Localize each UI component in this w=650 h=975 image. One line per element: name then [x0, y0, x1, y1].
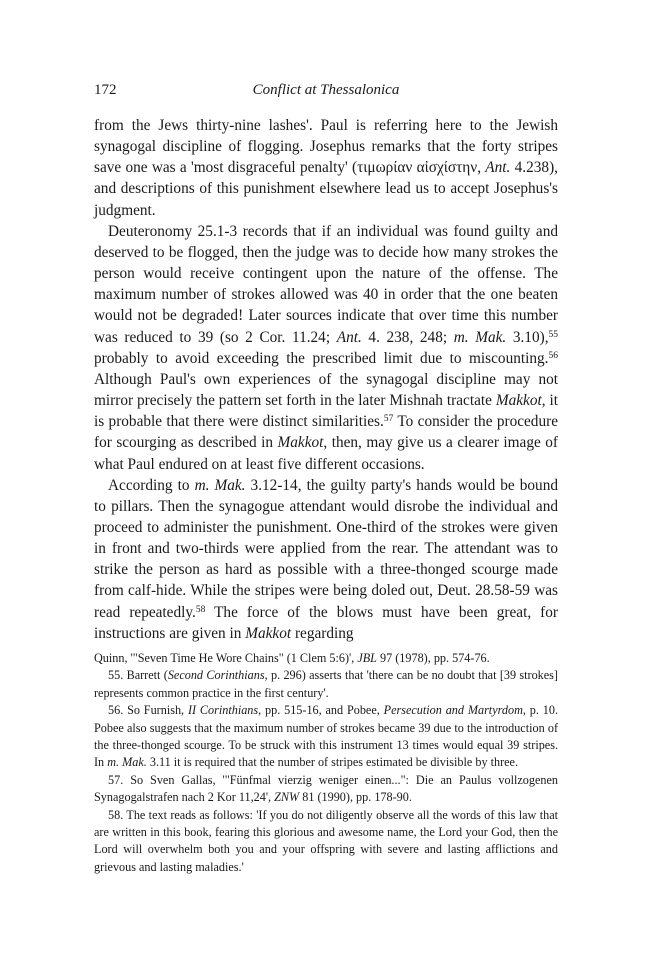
- footnote-ref-55: 55: [548, 329, 559, 340]
- work-title: Ant.: [485, 159, 511, 177]
- page-number: 172: [94, 82, 117, 98]
- journal-title: ZNW: [274, 790, 300, 805]
- paragraph-1: from the Jews thirty-nine lashes'. Paul is referring here to the Jewish synagogal discipline of flogging. Josephus remarks that the forty stripes save one was a 'most disgraceful penalty' (τιμωρίαν αἰσχίστην, Ant. 4.238), and descriptions of this punishment elsewhere lead us to accept Josephus's judgment.: [94, 117, 558, 219]
- work-title: Ant.: [336, 328, 362, 346]
- journal-title: JBL: [357, 651, 377, 665]
- work-title: m. Mak.: [107, 755, 147, 770]
- footnote-ref-58: 58: [195, 604, 206, 615]
- work-title: Makkot: [245, 624, 292, 642]
- footnote-55: 55. Barrett (Second Corinthians, p. 296) asserts that 'there can be no doubt that [39 strokes] represents common practice in the first century'.: [94, 668, 558, 700]
- footnotes: [94, 650, 558, 876]
- work-title: Makkot: [495, 392, 542, 410]
- work-title: m. Mak.: [453, 328, 507, 346]
- footnote-ref-57: 57: [383, 414, 394, 425]
- paragraph-3: According to m. Mak. 3.12-14, the guilty party's hands would be bound to pillars. Then the synagogue attendant would disrobe the individual and proceed to administer the punishment. One-third of the strokes were given in front and two-thirds were applied from the rear. The attendant was to strike the person as hard as possible with a three-thonged scourge made from calf-hide. While the stripes were being doled out, Deut. 28.58-59 was read repeatedly.$^{58}$ The force of the blows must have been great, for instructions are given in Makkot regarding: [94, 476, 558, 642]
- paragraph-2: Deuteronomy 25.1-3 records that if an individual was found guilty and deserved to be flogged, then the judge was to decide how many strokes the person would receive contingent upon the nature of the offense. The maximum number of strokes allowed was 40 in order that the one beaten would not be degraded! Later sources indicate that over time this number was reduced to 39 (so 2 Cor. 11.24; Ant. 4. 238, 248; m. Mak. 3.10),$^{55}$ probably to avoid exceeding the prescribed limit due to miscounting.$^{56}$ Although Paul's own experiences of the synagogal discipline may not mirror precisely the pattern set forth in the later Mishnah tractate Makkot, it is probable that there were distinct similarities.$^{57}$ To consider the procedure for scourging as described in Makkot, then, may give us a clearer image of what Paul endured on at least five different occasions.: [94, 222, 559, 473]
- footnote-continuation: Quinn, '"Seven Time He Wore Chains" (1 Clem 5:6)', JBL 97 (1978), pp. 574-76.: [94, 651, 490, 665]
- work-title: Second Corinthians: [167, 668, 265, 683]
- work-title: Makkot: [277, 434, 324, 452]
- footnote-ref-56: 56: [548, 350, 558, 361]
- body-text: [94, 115, 558, 644]
- work-title: II Corinthians: [187, 703, 259, 718]
- greek-phrase: τιμωρίαν αἰσχίστην: [357, 159, 478, 177]
- work-title: Persecution and Martyrdom: [383, 703, 523, 718]
- footnote-56: 56. So Furnish, II Corinthians, pp. 515-16, and Pobee, Persecution and Martyrdom, p. 10. Pobee also suggests that the maximum number of strokes became 39 due to the introduction of the three-thonged scourge. To be struck with this instrument 13 times would equal 39 stripes. In m. Mak. 3.11 it is required that the number of stripes estimated be divisible by three.: [94, 703, 558, 770]
- running-title: Conflict at Thessalonica: [252, 82, 400, 98]
- running-head: [94, 79, 558, 101]
- footnote-57: 57. So Sven Gallas, '"Fünfmal vierzig weniger einen...": Die an Paulus vollzogenen Synagogalstrafen nach 2 Kor 11,24', ZNW 81 (1990), pp. 178-90.: [94, 772, 558, 805]
- work-title: m. Mak.: [194, 476, 246, 494]
- footnote-58: 58. The text reads as follows: 'If you do not diligently observe all the words of this law that are written in this book, fearing this glorious and awesome name, the Lord your God, then the Lord will overwhelm both you and your offspring with severe and lasting afflictions and grievous and lasting maladies.': [94, 807, 558, 874]
